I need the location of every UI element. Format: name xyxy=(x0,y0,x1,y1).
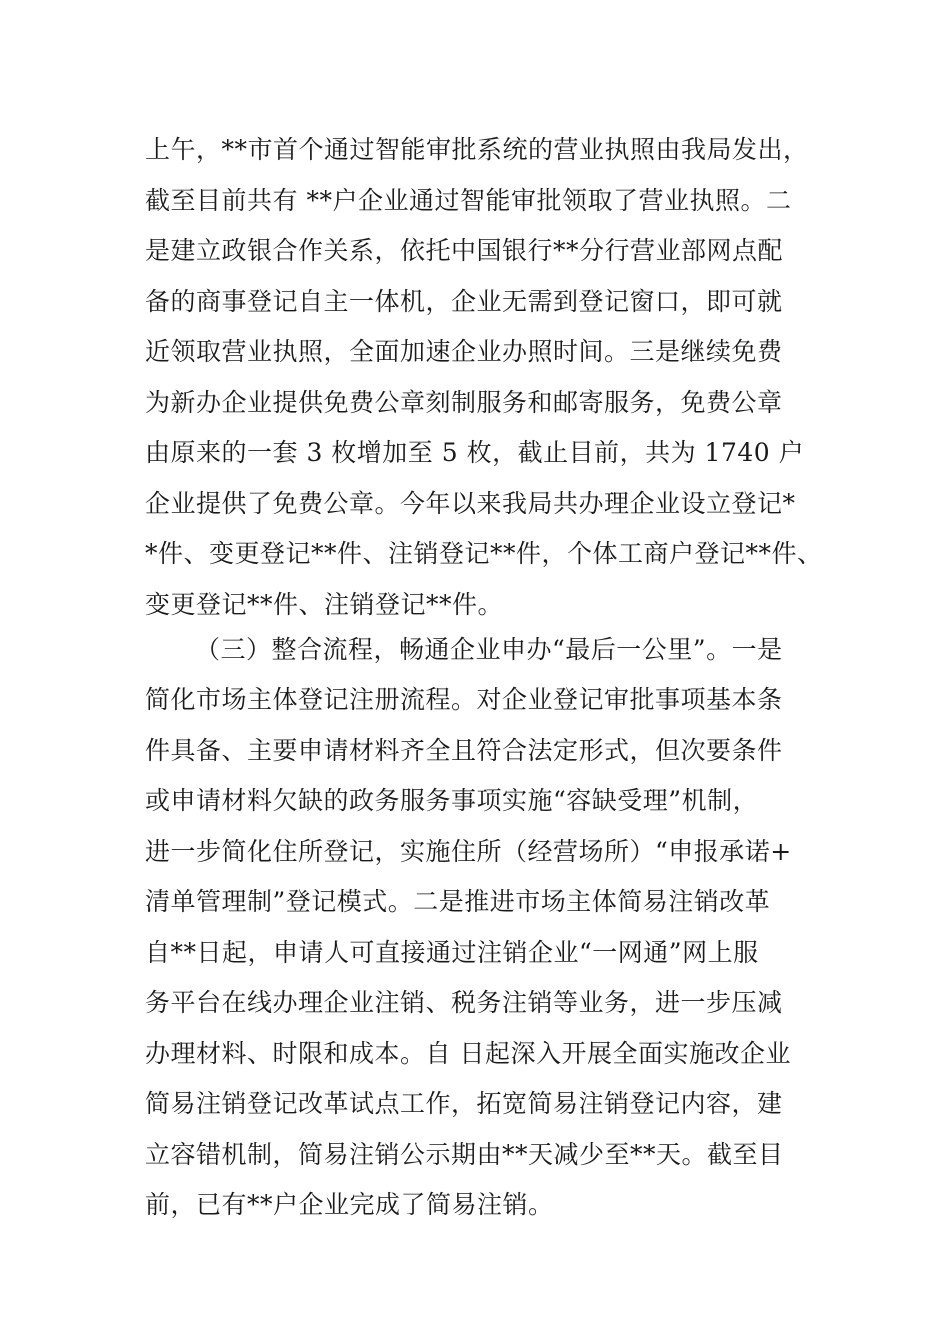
text-line-10: 变更登记**件、注销登记**件。 xyxy=(145,590,504,619)
text-line-15: 进一步简化住所登记，实施住所（经营场所）“申报承诺+ xyxy=(145,837,792,866)
text-line-21: 立容错机制，简易注销公示期由**天减少至**天。截至目 xyxy=(145,1140,784,1169)
text-line-13: 件具备、主要申请材料齐全且符合法定形式，但次要条件 xyxy=(145,736,783,765)
text-line-3: 是建立政银合作关系，依托中国银行**分行营业部网点配 xyxy=(145,236,784,265)
text-line-18: 务平台在线办理企业注销、税务注销等业务，进一步压减 xyxy=(145,988,783,1017)
text-line-2: 截至目前共有 **户企业通过智能审批领取了营业执照。二 xyxy=(145,186,792,215)
text-line-7: 由原来的一套 3 枚增加至 5 枚，截止目前，共为 1740 户 xyxy=(145,438,805,467)
text-line-14: 或申请材料欠缺的政务服务事项实施“容缺受理”机制， xyxy=(145,786,759,815)
text-line-5: 近领取营业执照，全面加速企业办照时间。三是继续免费 xyxy=(145,337,783,366)
text-line-17: 自**日起，申请人可直接通过注销企业“一网通”网上服 xyxy=(145,938,759,967)
text-line-16: 清单管理制”登记模式。二是推进市场主体简易注销改革 xyxy=(145,887,771,916)
text-line-8: 企业提供了免费公章。今年以来我局共办理企业设立登记* xyxy=(145,489,796,518)
text-line-6: 为新办企业提供免费公章刻制服务和邮寄服务，免费公章 xyxy=(145,388,783,417)
text-line-22: 前，已有**户企业完成了简易注销。 xyxy=(145,1190,554,1219)
text-line-9: *件、变更登记**件、注销登记**件，个体工商户登记**件、 xyxy=(145,539,823,568)
text-line-20: 简易注销登记改革试点工作，拓宽简易注销登记内容，建 xyxy=(145,1089,783,1118)
text-line-19: 办理材料、时限和成本。自 日起深入开展全面实施改企业 xyxy=(145,1039,791,1068)
text-line-12: 简化市场主体登记注册流程。对企业登记审批事项基本条 xyxy=(145,685,783,714)
text-line-1: 上午，**市首个通过智能审批系统的营业执照由我局发出， xyxy=(145,135,809,164)
text-line-4: 备的商事登记自主一体机，企业无需到登记窗口，即可就 xyxy=(145,287,783,316)
section-heading-line: （三）整合流程，畅通企业申办“最后一公里”。一是 xyxy=(195,635,783,664)
